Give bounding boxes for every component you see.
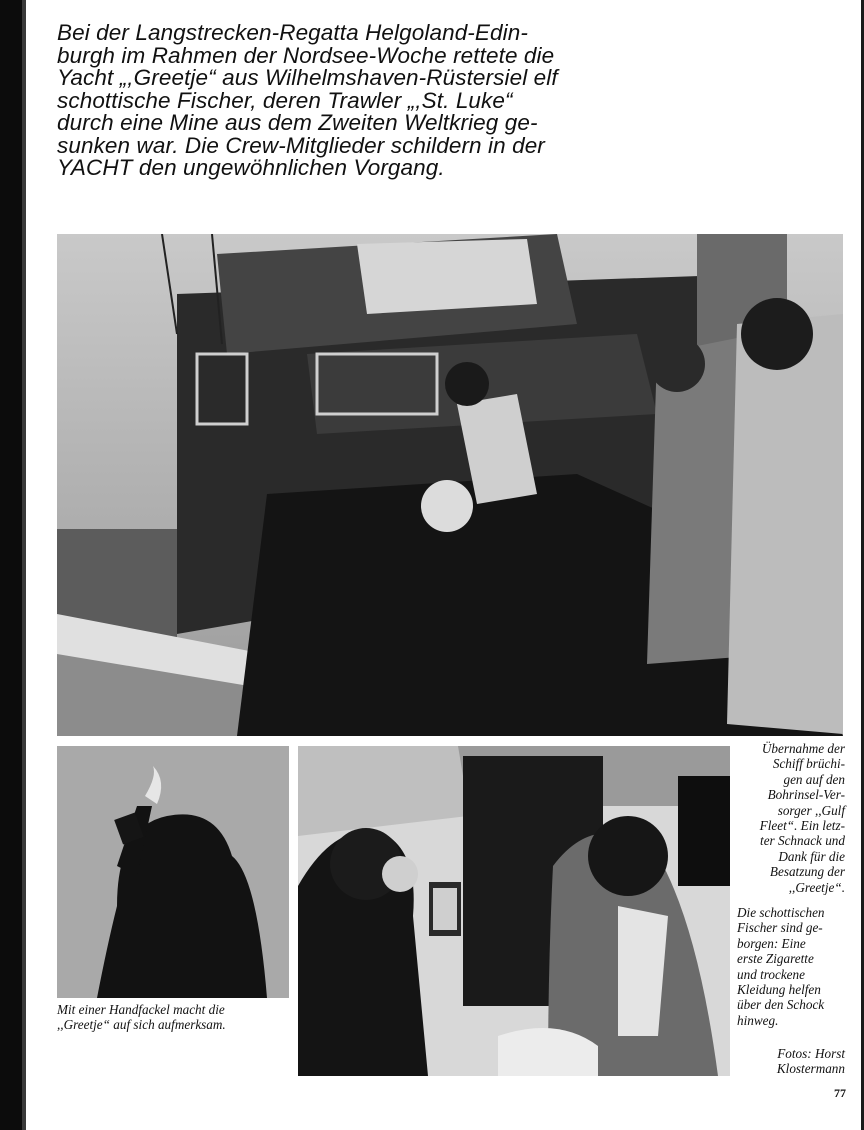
lead-line: Bei der Langstrecken-Regatta Helgoland-Edin-: [57, 20, 528, 45]
caption-line: Fleet“. Ein letz-: [759, 818, 845, 834]
caption-line: ter Schnack und: [760, 833, 845, 849]
lead-line: schottische Fischer, deren Trawler „,St. Luke“: [57, 87, 513, 113]
caption-line: gen auf den: [783, 771, 845, 787]
credit-line: Klostermann: [776, 1061, 845, 1077]
lead-line: YACHT den ungewöhnlichen Vorgang.: [57, 155, 445, 180]
caption-line: Dank für die: [778, 848, 845, 864]
credit-line: Fotos: Horst: [777, 1046, 845, 1061]
page-binding-edge: [0, 0, 22, 1130]
caption-line: Übernahme der: [761, 741, 845, 756]
caption-line: Fischer sind ge-: [737, 920, 823, 936]
photo-hand-flare: [57, 746, 289, 998]
caption-line: Die schottischen: [737, 905, 825, 920]
lead-line: burgh im Rahmen der Nordsee-Woche rettete die: [57, 42, 555, 68]
lead-line: durch eine Mine aus dem Zweiten Weltkrieg ge-: [57, 110, 538, 135]
lead-line: Yacht „,Greetje“ aus Wilhelmshaven-Rüstersiel elf: [57, 65, 558, 90]
caption-line: Besatzung der: [769, 864, 845, 880]
main-photo-rescue-transfer: [57, 234, 843, 736]
caption-line: Schiff brüchi-: [772, 756, 845, 772]
caption-line: Bohrinsel-Ver-: [767, 787, 845, 803]
caption-line: Kleidung helfen: [737, 982, 821, 998]
page-number: 77: [834, 1086, 846, 1100]
caption-line: ,,Greetje“.: [788, 879, 845, 895]
lead-paragraph: [57, 22, 597, 180]
caption-line: sorger ,,Gulf: [777, 802, 845, 818]
caption-line: und trockene: [737, 966, 805, 982]
caption-line: über den Schock: [737, 997, 825, 1013]
caption-line: erste Zigarette: [737, 951, 814, 967]
caption-rescued: [737, 905, 847, 1028]
photo-rescued-fishermen: [298, 746, 730, 1076]
caption-line: ,,Greetje“ auf sich aufmerksam.: [57, 1017, 226, 1033]
caption-line: Mit einer Handfackel macht die: [57, 1002, 225, 1017]
caption-hand-flare: [57, 1002, 287, 1033]
lead-line: sunken war. Die Crew-Mitglieder schildern in der: [57, 132, 545, 158]
caption-line: hinweg.: [737, 1012, 779, 1028]
caption-transfer: [735, 741, 845, 895]
photo-credit: [735, 1046, 845, 1077]
caption-line: borgen: Eine: [737, 935, 806, 951]
